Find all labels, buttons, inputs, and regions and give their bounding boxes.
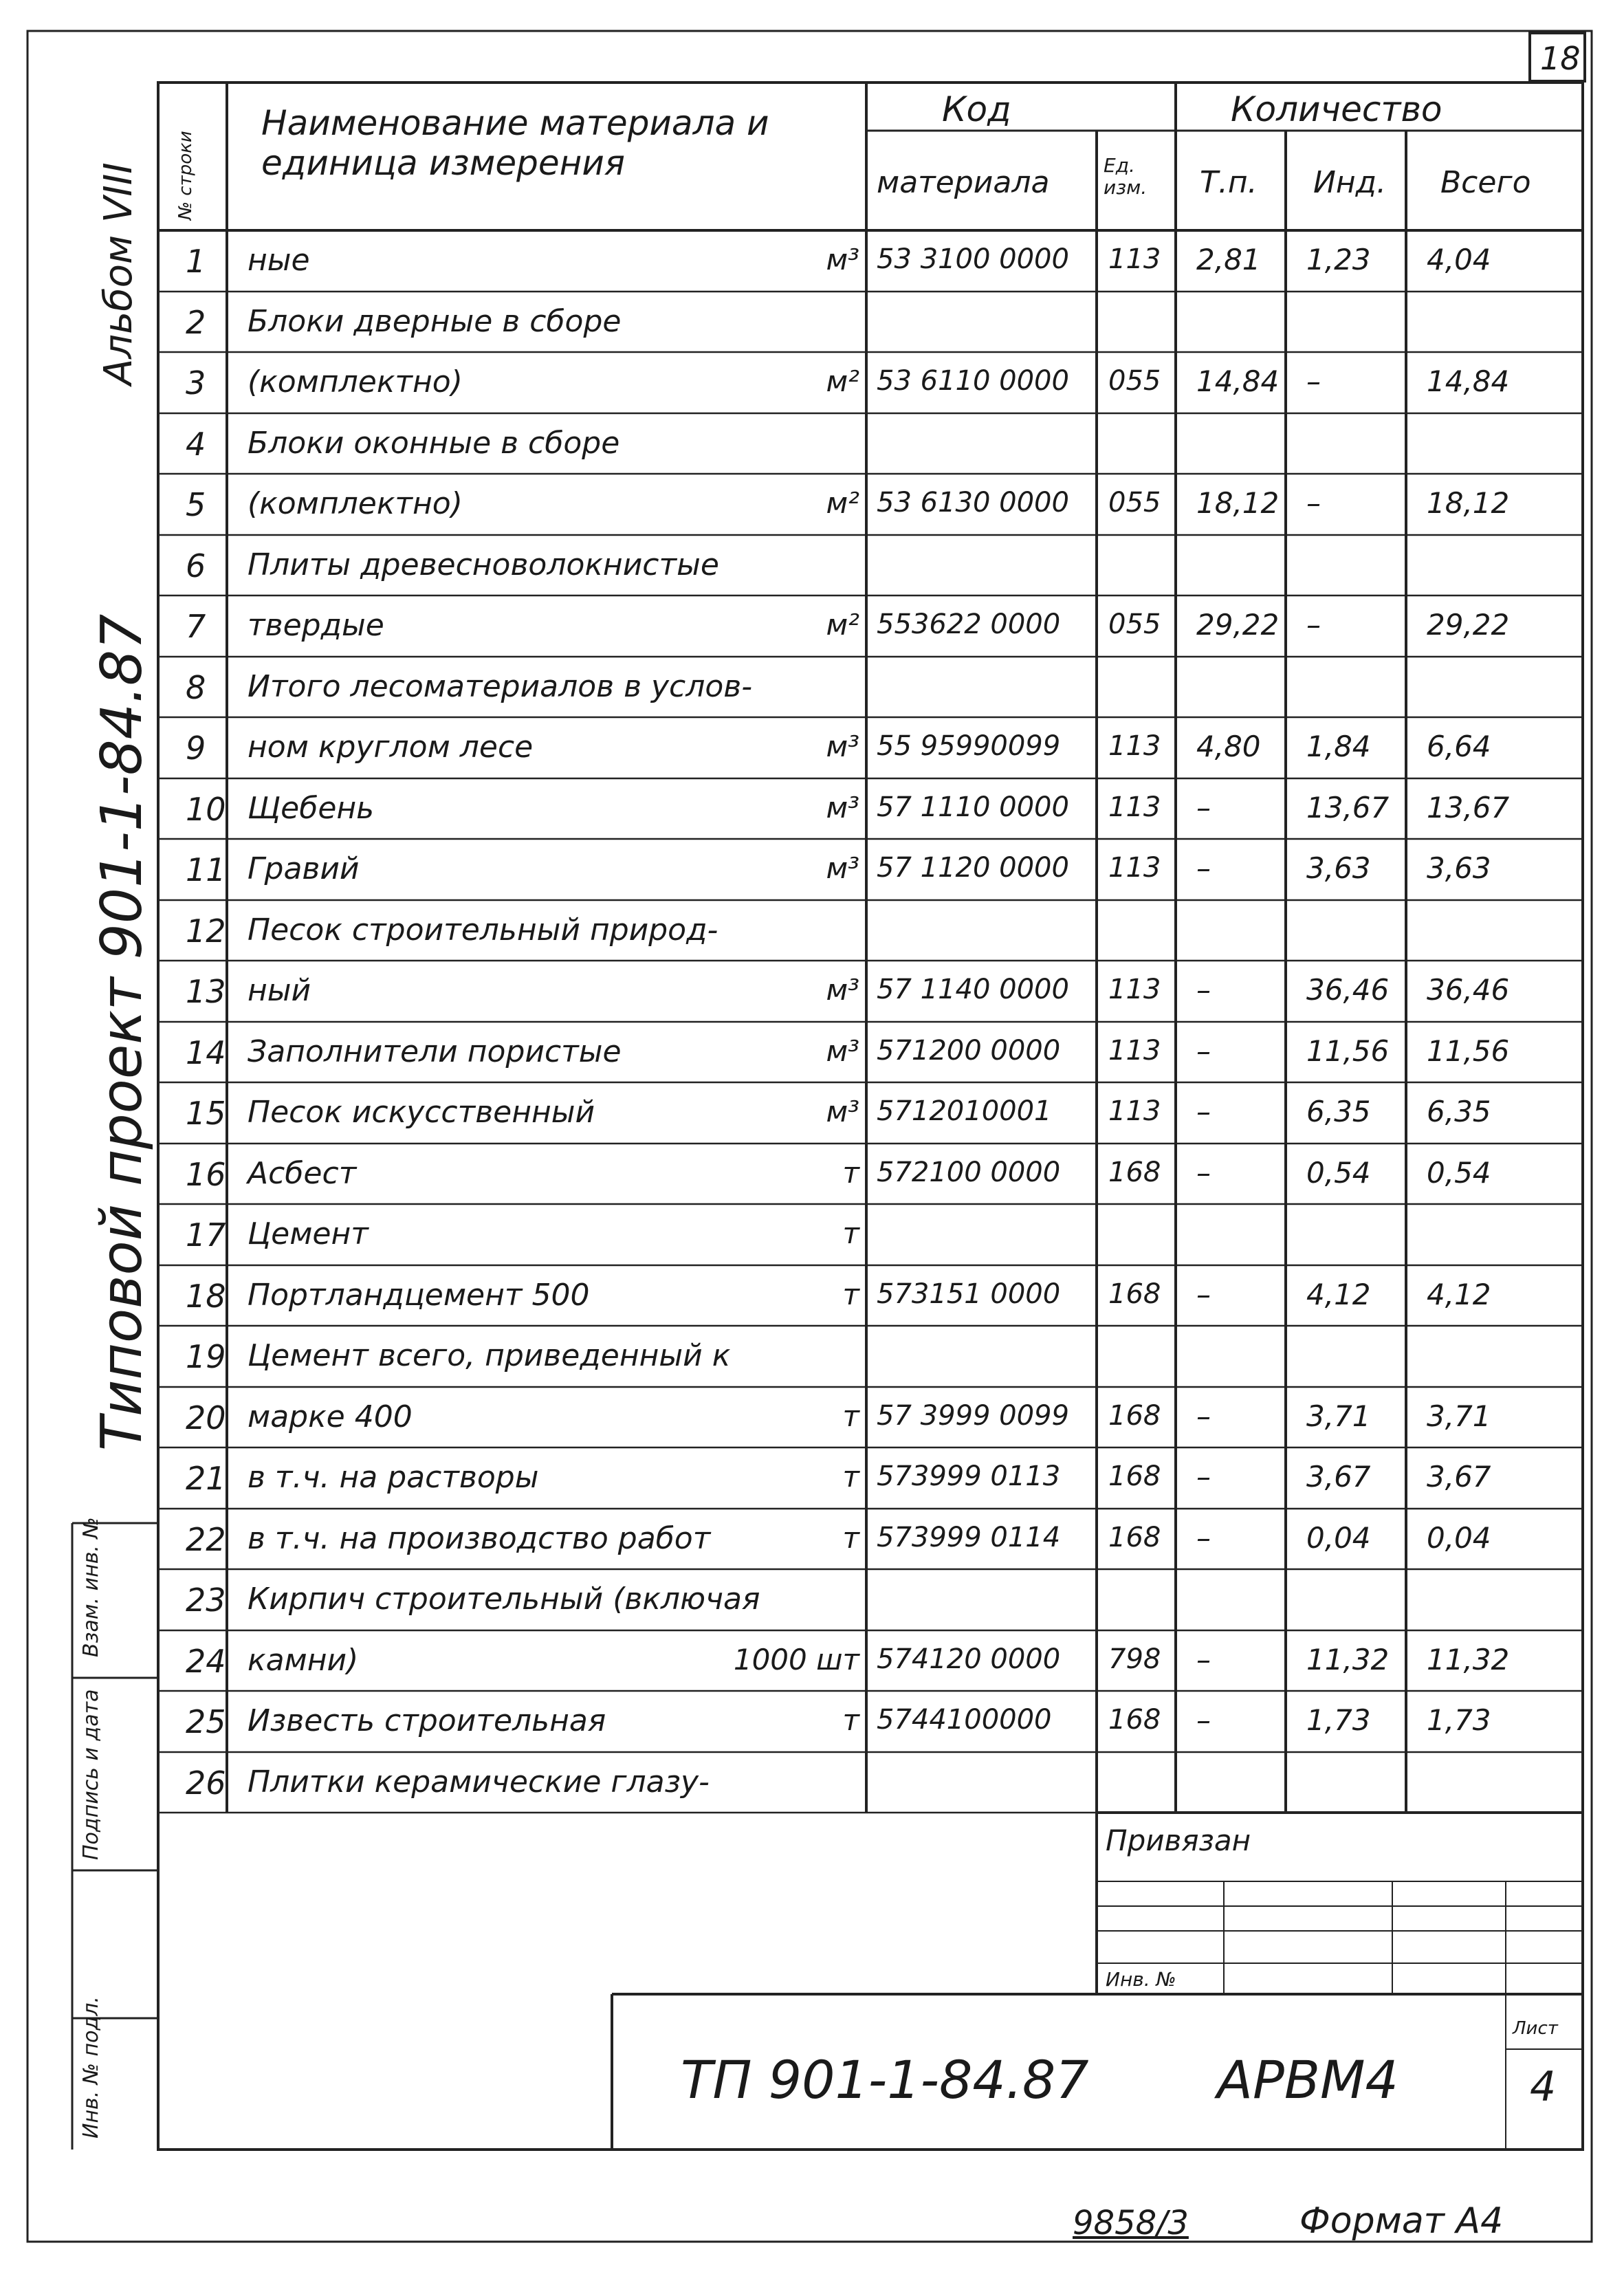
unit-label: т — [842, 1460, 859, 1494]
material-name: Портландцемент 500 — [248, 1277, 590, 1313]
header-quantity: Количество — [1231, 89, 1442, 129]
qty-total: 3,67 — [1427, 1460, 1491, 1494]
qty-total: 29,22 — [1427, 608, 1510, 642]
qty-ind: 1,73 — [1306, 1703, 1371, 1737]
qty-ind: – — [1306, 608, 1321, 642]
row-number: 12 — [186, 912, 226, 950]
qty-ind: 0,54 — [1306, 1155, 1371, 1190]
qty-ind: 0,04 — [1306, 1520, 1371, 1555]
qty-total: 18,12 — [1427, 486, 1510, 520]
qty-ind: 13,67 — [1306, 790, 1390, 824]
qty-total: 4,12 — [1427, 1277, 1491, 1311]
qty-tp: – — [1196, 1155, 1211, 1190]
qty-tp: – — [1196, 1095, 1211, 1128]
qty-tp: 18,12 — [1196, 486, 1280, 520]
material-name: Щебень — [248, 790, 375, 826]
unit-label: м² — [826, 364, 859, 398]
unit-code: 113 — [1108, 243, 1161, 275]
material-name: Гравий — [248, 851, 360, 886]
material-code: 55 95990099 — [877, 730, 1061, 762]
sheet-label: Лист — [1513, 2018, 1558, 2039]
unit-code: 113 — [1108, 974, 1161, 1005]
material-code: 57 1140 0000 — [877, 974, 1069, 1005]
unit-label: м² — [826, 486, 859, 520]
row-number: 6 — [186, 547, 206, 584]
qty-total: 6,35 — [1427, 1095, 1491, 1128]
project-code: ТП 901-1-84.87 — [681, 2049, 1089, 2110]
header-qty-total: Всего — [1440, 165, 1531, 200]
qty-ind: 1,84 — [1306, 730, 1371, 763]
material-name: Блоки оконные в сборе — [248, 425, 620, 461]
material-name: в т.ч. на производство работ — [248, 1520, 711, 1556]
unit-label: т — [842, 1520, 859, 1555]
stamp-signature-date: Подпись и дата — [79, 1689, 103, 1860]
row-number: 18 — [186, 1277, 226, 1315]
unit-label: м³ — [826, 851, 859, 885]
material-name: Блоки дверные в сборе — [248, 303, 622, 339]
row-number: 23 — [186, 1582, 226, 1619]
unit-label: м³ — [826, 1034, 859, 1068]
row-number: 25 — [186, 1703, 226, 1740]
row-number: 22 — [186, 1520, 226, 1558]
header-code-material: материала — [877, 165, 1050, 200]
footer-code: 9858/3 — [1073, 2204, 1189, 2242]
unit-label: т — [842, 1216, 859, 1250]
material-name: Итого лесоматериалов в услов- — [248, 668, 753, 704]
unit-label: 1000 шт — [733, 1642, 859, 1676]
unit-code: 168 — [1108, 1399, 1161, 1432]
material-name: твердые — [248, 608, 384, 643]
qty-total: 11,56 — [1427, 1034, 1510, 1068]
row-number: 14 — [186, 1034, 226, 1071]
unit-code: 798 — [1108, 1643, 1161, 1675]
qty-total: 13,67 — [1427, 790, 1510, 824]
qty-ind: 36,46 — [1306, 973, 1390, 1007]
qty-tp: – — [1196, 1520, 1211, 1555]
qty-total: 3,63 — [1427, 851, 1491, 885]
material-name: Песок строительный природ- — [248, 912, 718, 948]
row-number: 3 — [186, 364, 206, 402]
unit-label: т — [842, 1399, 859, 1433]
material-name: ный — [248, 973, 311, 1008]
qty-ind: 4,12 — [1306, 1277, 1371, 1311]
qty-tp: – — [1196, 1034, 1211, 1068]
material-name: Асбест — [248, 1155, 357, 1191]
material-name: (комплектно) — [248, 364, 463, 400]
row-number: 9 — [186, 730, 206, 767]
qty-total: 14,84 — [1427, 364, 1510, 398]
unit-code: 055 — [1108, 609, 1161, 640]
footer-format: Формат А4 — [1299, 2200, 1504, 2242]
qty-tp: – — [1196, 851, 1211, 885]
row-number: 19 — [186, 1338, 226, 1375]
row-number: 16 — [186, 1155, 226, 1193]
unit-code: 113 — [1108, 852, 1161, 884]
material-code: 57 3999 0099 — [877, 1399, 1069, 1432]
material-name: ные — [248, 243, 310, 278]
qty-tp: – — [1196, 1277, 1211, 1311]
material-code: 574120 0000 — [877, 1643, 1061, 1675]
row-number: 8 — [186, 668, 206, 706]
row-number: 2 — [186, 303, 206, 341]
unit-code: 168 — [1108, 1278, 1161, 1310]
row-number: 10 — [186, 790, 226, 828]
qty-total: 6,64 — [1427, 730, 1491, 763]
qty-total: 11,32 — [1427, 1642, 1510, 1676]
unit-code: 113 — [1108, 730, 1161, 762]
row-number: 24 — [186, 1642, 226, 1680]
row-number: 13 — [186, 973, 226, 1010]
qty-tp: – — [1196, 1703, 1211, 1737]
unit-label: м³ — [826, 730, 859, 763]
material-name: Плитки керамические глазу- — [248, 1764, 710, 1800]
row-number: 11 — [186, 851, 226, 888]
qty-tp: – — [1196, 1399, 1211, 1433]
material-name: в т.ч. на растворы — [248, 1460, 539, 1495]
header-qty-ind: Инд. — [1313, 165, 1387, 200]
material-code: 53 6110 0000 — [877, 365, 1069, 397]
qty-ind: 3,71 — [1306, 1399, 1371, 1433]
header-unit-code: Ед. изм. — [1104, 154, 1148, 199]
unit-label: м³ — [826, 790, 859, 824]
qty-ind: – — [1306, 486, 1321, 520]
qty-ind: 3,67 — [1306, 1460, 1371, 1494]
unit-label: м³ — [826, 1095, 859, 1128]
unit-code: 168 — [1108, 1461, 1161, 1492]
inv-no-label: Инв. № — [1106, 1968, 1176, 1991]
material-name: Цемент — [248, 1216, 369, 1251]
material-name: Заполнители пористые — [248, 1034, 622, 1069]
qty-tp: – — [1196, 1642, 1211, 1676]
material-code: 573151 0000 — [877, 1278, 1061, 1310]
row-number: 4 — [186, 425, 206, 463]
qty-total: 36,46 — [1427, 973, 1510, 1007]
unit-code: 168 — [1108, 1521, 1161, 1553]
qty-tp: 29,22 — [1196, 608, 1280, 642]
unit-code: 113 — [1108, 1095, 1161, 1127]
project-side-label: Типовой проект 901-1-84.87 — [89, 613, 155, 1451]
material-code: 572100 0000 — [877, 1156, 1061, 1188]
unit-label: м³ — [826, 973, 859, 1007]
material-code: 57 1110 0000 — [877, 791, 1069, 823]
page-number: 18 — [1540, 40, 1581, 77]
stamp-inv-original: Инв. № подл. — [79, 1996, 103, 2139]
unit-code: 113 — [1108, 1034, 1161, 1067]
row-number: 1 — [186, 243, 206, 280]
material-name: Песок искусственный — [248, 1095, 595, 1130]
album-label: Альбом VIII — [96, 162, 141, 385]
qty-tp: – — [1196, 790, 1211, 824]
unit-code: 168 — [1108, 1704, 1161, 1736]
unit-code: 113 — [1108, 791, 1161, 823]
header-qty-tp: Т.п. — [1200, 165, 1258, 200]
qty-total: 4,04 — [1427, 243, 1491, 276]
qty-total: 1,73 — [1427, 1703, 1491, 1737]
material-code: 571200 0000 — [877, 1034, 1061, 1067]
material-code: 553622 0000 — [877, 609, 1061, 640]
qty-tp: 14,84 — [1196, 364, 1280, 398]
material-code: 53 6130 0000 — [877, 487, 1069, 518]
row-number: 7 — [186, 608, 206, 645]
row-number: 5 — [186, 486, 206, 523]
header-name: Наименование материала и единица измерения — [261, 103, 769, 183]
qty-total: 0,04 — [1427, 1520, 1491, 1555]
material-name: камни) — [248, 1642, 359, 1678]
qty-tp: – — [1196, 973, 1211, 1007]
attached-label: Привязан — [1106, 1824, 1251, 1857]
header-row-number: № строки — [175, 131, 196, 220]
qty-tp: 4,80 — [1196, 730, 1261, 763]
material-code: 57 1120 0000 — [877, 852, 1069, 884]
qty-ind: 3,63 — [1306, 851, 1371, 885]
qty-ind: 11,56 — [1306, 1034, 1390, 1068]
material-name: ном круглом лесе — [248, 730, 534, 765]
sheet-number: 4 — [1530, 2063, 1557, 2111]
row-number: 17 — [186, 1216, 226, 1254]
qty-tp: – — [1196, 1460, 1211, 1494]
material-name: (комплектно) — [248, 486, 463, 521]
unit-label: т — [842, 1155, 859, 1190]
row-number: 26 — [186, 1764, 226, 1802]
qty-ind: – — [1306, 364, 1321, 398]
row-number: 21 — [186, 1460, 226, 1497]
unit-label: м³ — [826, 243, 859, 276]
drawing-mark: АРВМ4 — [1217, 2049, 1398, 2110]
unit-code: 055 — [1108, 487, 1161, 518]
row-number: 20 — [186, 1399, 226, 1436]
material-code: 53 3100 0000 — [877, 243, 1069, 275]
material-code: 573999 0113 — [877, 1461, 1061, 1492]
unit-label: м² — [826, 608, 859, 642]
material-name: Цемент всего, приведенный к — [248, 1338, 731, 1373]
unit-label: т — [842, 1277, 859, 1311]
qty-ind: 11,32 — [1306, 1642, 1390, 1676]
material-code: 573999 0114 — [877, 1521, 1061, 1553]
unit-code: 168 — [1108, 1156, 1161, 1188]
material-code: 5744100000 — [877, 1704, 1052, 1736]
qty-tp: 2,81 — [1196, 243, 1261, 276]
material-name: марке 400 — [248, 1399, 413, 1434]
qty-total: 3,71 — [1427, 1399, 1491, 1433]
qty-total: 0,54 — [1427, 1155, 1491, 1190]
row-number: 15 — [186, 1095, 226, 1132]
material-name: Известь строительная — [248, 1703, 606, 1738]
header-code: Код — [942, 89, 1011, 129]
qty-ind: 6,35 — [1306, 1095, 1371, 1128]
unit-label: т — [842, 1703, 859, 1737]
stamp-replaced-inv: Взам. инв. № — [79, 1517, 103, 1657]
material-code: 5712010001 — [877, 1095, 1052, 1127]
qty-ind: 1,23 — [1306, 243, 1371, 276]
unit-code: 055 — [1108, 365, 1161, 397]
material-name: Кирпич строительный (включая — [248, 1582, 760, 1617]
material-name: Плиты древесноволокнистые — [248, 547, 719, 582]
